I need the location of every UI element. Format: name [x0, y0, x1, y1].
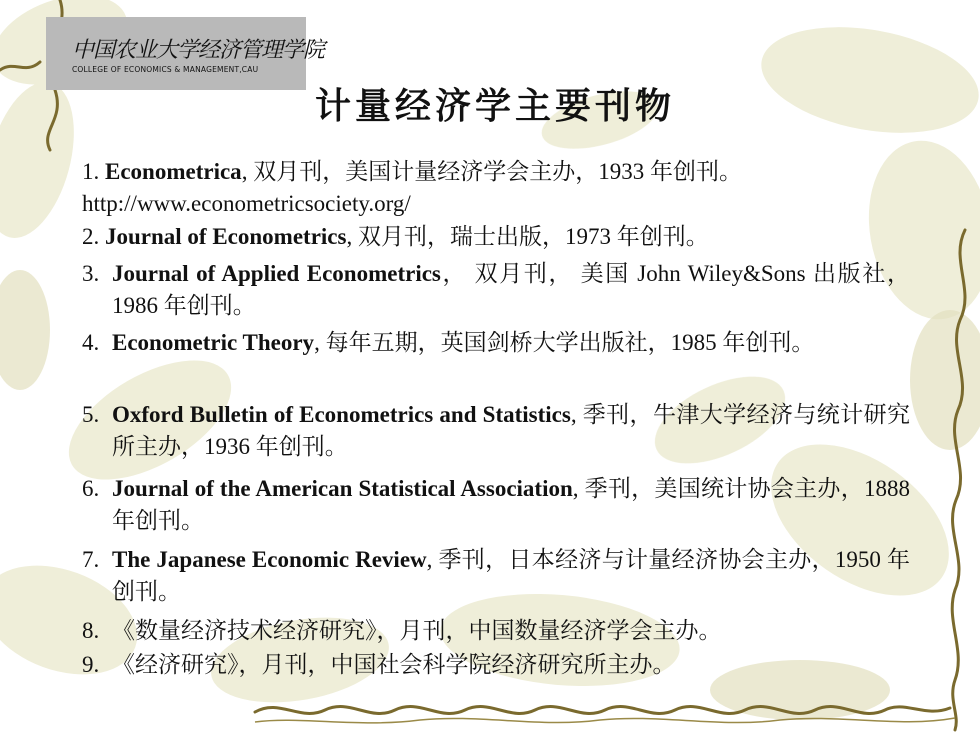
journal-name: Oxford Bulletin of Econometrics and Statistics: [112, 402, 571, 427]
item-number: 6.: [82, 476, 100, 501]
journal-details: , 季刊，日本经济与计量经济协会主办，1950 年创刊。: [112, 547, 911, 604]
journal-details: 《经济研究》，月刊，中国社会科学院经济研究所主办。: [112, 652, 676, 677]
item-number: 7.: [82, 547, 100, 572]
journal-details: , 季刊，美国统计协会主办，1888 年创刊。: [112, 476, 911, 533]
journal-name: Journal of Applied Econometrics: [112, 261, 441, 286]
list-item: [82, 258, 910, 322]
list-item: [82, 399, 910, 463]
journal-name: Econometrica: [105, 159, 242, 184]
list-item: [82, 544, 910, 608]
item-number: 2.: [82, 224, 100, 249]
slide-title: 计量经济学主要刊物: [315, 85, 676, 127]
list-item: [82, 156, 910, 188]
journal-entry-1: [82, 156, 910, 188]
list-item: [82, 473, 910, 537]
journal-details: ， 双月刊， 美国 John Wiley&Sons 出版社，1986 年创刊。: [112, 261, 910, 318]
journal-details: , 双月刊，美国计量经济学会主办，1933 年创刊。: [241, 159, 742, 184]
journal-name: Journal of Econometrics: [105, 224, 347, 249]
journal-entry-3: [82, 258, 910, 322]
journal-name: Econometric Theory: [112, 330, 315, 355]
journal-details: 《数量经济技术经济研究》，月刊，中国数量经济学会主办。: [112, 618, 722, 643]
journal-details: , 双月刊，瑞士出版，1973 年创刊。: [346, 224, 709, 249]
item-number: 9.: [82, 652, 100, 677]
list-item: [82, 327, 910, 359]
item-number: 1.: [82, 159, 100, 184]
journal-details: , 季刊，牛津大学经济与统计研究所主办，1936 年创刊。: [112, 402, 911, 459]
journal-name: Journal of the American Statistical Association: [112, 476, 573, 501]
website-link[interactable]: http://www.econometricsociety.org/: [82, 191, 411, 216]
list-item: [82, 221, 910, 253]
item-number: 5.: [82, 402, 100, 427]
journal-entry-9: [82, 649, 910, 681]
journal-entry-8: [82, 615, 910, 647]
journal-entry-6: [82, 473, 910, 537]
journal-name: The Japanese Economic Review: [112, 547, 427, 572]
journal-entry-4: [82, 327, 910, 359]
item-number: 4.: [82, 330, 100, 355]
journal-entry-7: [82, 544, 910, 608]
journal-entry-5: [82, 399, 910, 463]
journal-entry-2: [82, 221, 910, 253]
item-number: 3.: [82, 261, 100, 286]
list-item: [82, 615, 910, 647]
journal-details: , 每年五期，英国剑桥大学出版社，1985 年创刊。: [314, 330, 815, 355]
list-item: [82, 649, 910, 681]
logo-chinese-text: 中国农业大学经济管理学院: [72, 38, 325, 63]
logo-english-text: COLLEGE OF ECONOMICS & MANAGEMENT,CAU: [72, 65, 259, 74]
item-number: 8.: [82, 618, 100, 643]
